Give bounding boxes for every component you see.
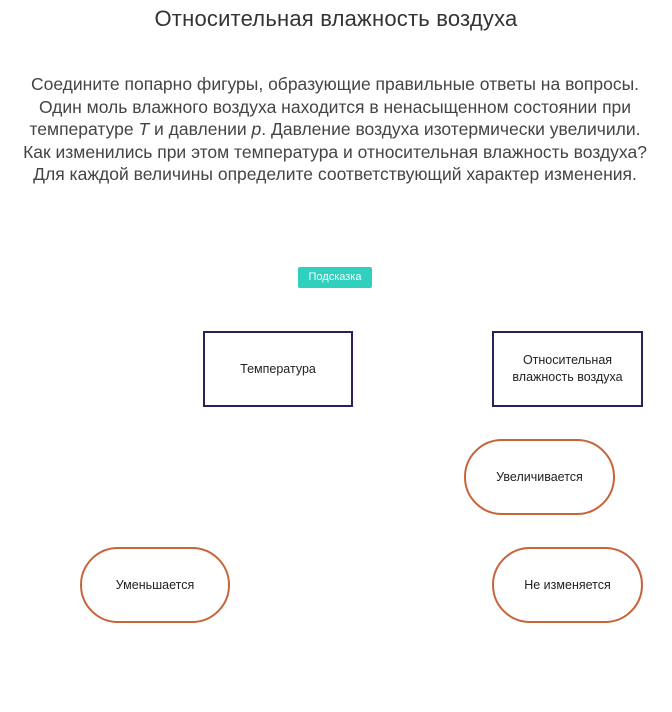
option-card-increases[interactable] [464, 439, 615, 515]
variable-t: T [138, 119, 150, 139]
option-card-decreases[interactable] [80, 547, 230, 623]
option-label: Уменьшается [115, 578, 195, 592]
task-text: Для каждой величины определите соответствующий характер изменения. [33, 164, 637, 184]
quantity-label: Температура [240, 361, 316, 376]
variable-p: p [251, 119, 262, 139]
quantity-label: Относительная влажность воздуха [512, 353, 623, 384]
option-label: Не изменяется [524, 578, 611, 592]
instruction-text: Соедините попарно фигуры, образующие правильные ответы на вопросы. [30, 74, 640, 94]
hint-button[interactable]: Подсказка [298, 267, 372, 288]
problem-text: Один моль влажного воздуха находится в ненасыщенном состоянии при температуре T и давлении p. Давление воздуха изотермически увеличили. Как изменились при этом температура и относительная влажность воздуха? [23, 96, 647, 162]
option-card-unchanged[interactable] [492, 547, 643, 623]
question-text [20, 73, 650, 186]
quantity-card-humidity[interactable] [492, 331, 643, 407]
page-title: Относительная влажность воздуха [154, 6, 518, 31]
quantity-card-temperature[interactable] [203, 331, 353, 407]
option-label: Увеличивается [496, 470, 583, 484]
